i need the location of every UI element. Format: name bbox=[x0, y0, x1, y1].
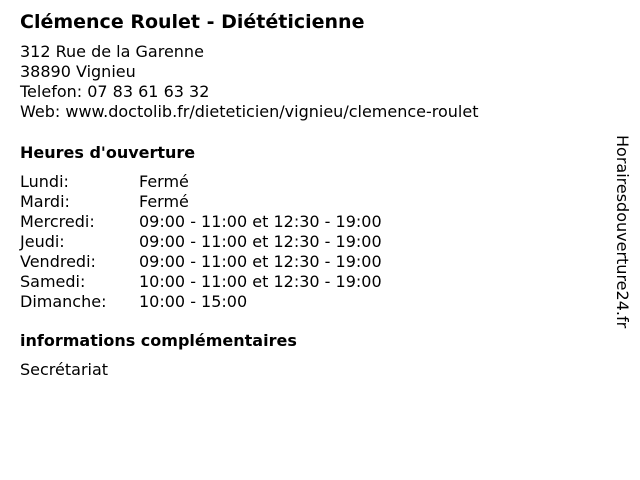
website-link-text[interactable]: Web: www.doctolib.fr/dieteticien/vignieu/clemence-roulet bbox=[20, 102, 479, 121]
hours-row-tuesday bbox=[20, 192, 600, 212]
day-label: Mercredi: bbox=[20, 212, 95, 231]
hours-value: Fermé bbox=[139, 172, 189, 191]
day-label: Lundi: bbox=[20, 172, 69, 191]
website-link[interactable] bbox=[20, 102, 600, 122]
day-label: Jeudi: bbox=[20, 232, 65, 251]
hours-row-friday bbox=[20, 252, 600, 272]
hours-value: Fermé bbox=[139, 192, 189, 211]
day-label: Vendredi: bbox=[20, 252, 96, 271]
hours-row-monday bbox=[20, 172, 600, 192]
hours-row-sunday bbox=[20, 292, 600, 312]
hours-table bbox=[20, 172, 600, 312]
day-label: Mardi: bbox=[20, 192, 70, 211]
info-heading: informations complémentaires bbox=[20, 331, 297, 350]
hours-value: 09:00 - 11:00 et 12:30 - 19:00 bbox=[139, 212, 382, 231]
hours-value: 09:00 - 11:00 et 12:30 - 19:00 bbox=[139, 232, 382, 251]
hours-value: 09:00 - 11:00 et 12:30 - 19:00 bbox=[139, 252, 382, 271]
hours-row-saturday bbox=[20, 272, 600, 292]
day-label: Dimanche: bbox=[20, 292, 107, 311]
hours-row-thursday bbox=[20, 232, 600, 252]
day-label: Samedi: bbox=[20, 272, 86, 291]
hours-row-wednesday bbox=[20, 212, 600, 232]
phone-number[interactable]: Telefon: 07 83 61 63 32 bbox=[20, 82, 210, 101]
hours-value: 10:00 - 15:00 bbox=[139, 292, 248, 311]
info-text: Secrétariat bbox=[20, 360, 109, 379]
hours-value: 10:00 - 11:00 et 12:30 - 19:00 bbox=[139, 272, 382, 291]
address-line-2: 38890 Vignieu bbox=[20, 62, 136, 81]
site-watermark: Horairesdouverture24.fr bbox=[613, 135, 632, 329]
business-card bbox=[20, 10, 600, 380]
hours-heading: Heures d'ouverture bbox=[20, 143, 196, 162]
business-name: Clémence Roulet - Diététicienne bbox=[20, 11, 365, 33]
address-line-1: 312 Rue de la Garenne bbox=[20, 42, 204, 61]
